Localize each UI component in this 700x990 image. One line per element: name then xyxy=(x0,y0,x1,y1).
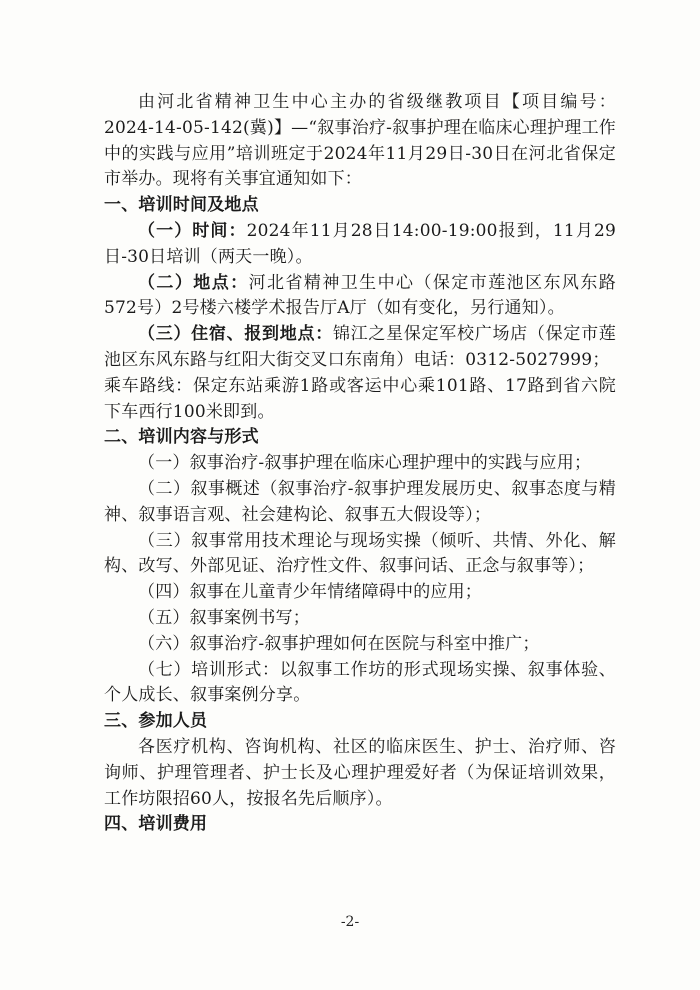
participants-paragraph: 各医疗机构、咨询机构、社区的临床医生、护士、治疗师、咨询师、护理管理者、护士长及心理护理爱好者（为保证培训效果，工作坊限招60人，按报名先后顺序）。 xyxy=(104,736,616,809)
content-item-3: （三）叙事常用技术理论与现场实操（倾听、共情、外化、解构、改写、外部见证、治疗性文件、叙事问话、正念与叙事等）； xyxy=(104,530,616,577)
section-heading-3: 三、参加人员 xyxy=(104,711,208,732)
content-item-1: （一）叙事治疗-叙事护理在临床心理护理中的实践与应用； xyxy=(138,453,592,474)
content-item-5: （五）叙事案例书写； xyxy=(138,607,310,628)
location-item xyxy=(104,271,616,323)
lodging-item xyxy=(104,322,616,374)
section-heading-4: 四、培训费用 xyxy=(104,814,208,835)
lodging-text: 锦江之星保定军校广场店（保定市莲池区东风东路与红阳大街交叉口东南角）电话：0312-5027999； xyxy=(104,324,616,370)
content-item-7: （七）培训形式：以叙事工作坊的形式现场实操、叙事体验、个人成长、叙事案例分享。 xyxy=(104,659,616,706)
time-item xyxy=(104,219,616,271)
time-label: （一）时间： xyxy=(138,220,247,241)
section-heading-1: 一、培训时间及地点 xyxy=(104,195,259,216)
content-item-4: （四）叙事在儿童青少年情绪障碍中的应用； xyxy=(138,582,482,603)
route-paragraph: 乘车路线：保定东站乘游1路或客运中心乘101路、17路到省六院下车西行100米即到。 xyxy=(104,375,616,422)
content-item-2: （二）叙事概述（叙事治疗-叙事护理发展历史、叙事态度与精神、叙事语言观、社会建构论、叙事五大假设等）； xyxy=(104,478,616,525)
content-item-6: （六）叙事治疗-叙事护理如何在医院与科室中推广； xyxy=(138,633,540,654)
document-body xyxy=(104,90,616,838)
location-text: 河北省精神卫生中心（保定市莲池区东风东路572号）2号楼六楼学术报告厅A厅（如有变化，另行通知）。 xyxy=(104,272,616,319)
time-text: 2024年11月28日14:00-19:00报到，11月29日-30日培训（两天一晚）。 xyxy=(104,220,616,267)
section-heading-2: 二、培训内容与形式 xyxy=(104,427,259,448)
page-number: -2- xyxy=(340,914,360,930)
lodging-label: （三）住宿、报到地点： xyxy=(138,324,333,345)
intro-paragraph: 由河北省精神卫生中心主办的省级继教项目【项目编号：2024-14-05-142(冀)】—“叙事治疗-叙事护理在临床心理护理工作中的实践与应用”培训班定于2024年11月29日-30日在河北省保定市举办。现将有关事宜通知如下： xyxy=(104,92,616,190)
location-label: （二）地点： xyxy=(138,272,249,293)
